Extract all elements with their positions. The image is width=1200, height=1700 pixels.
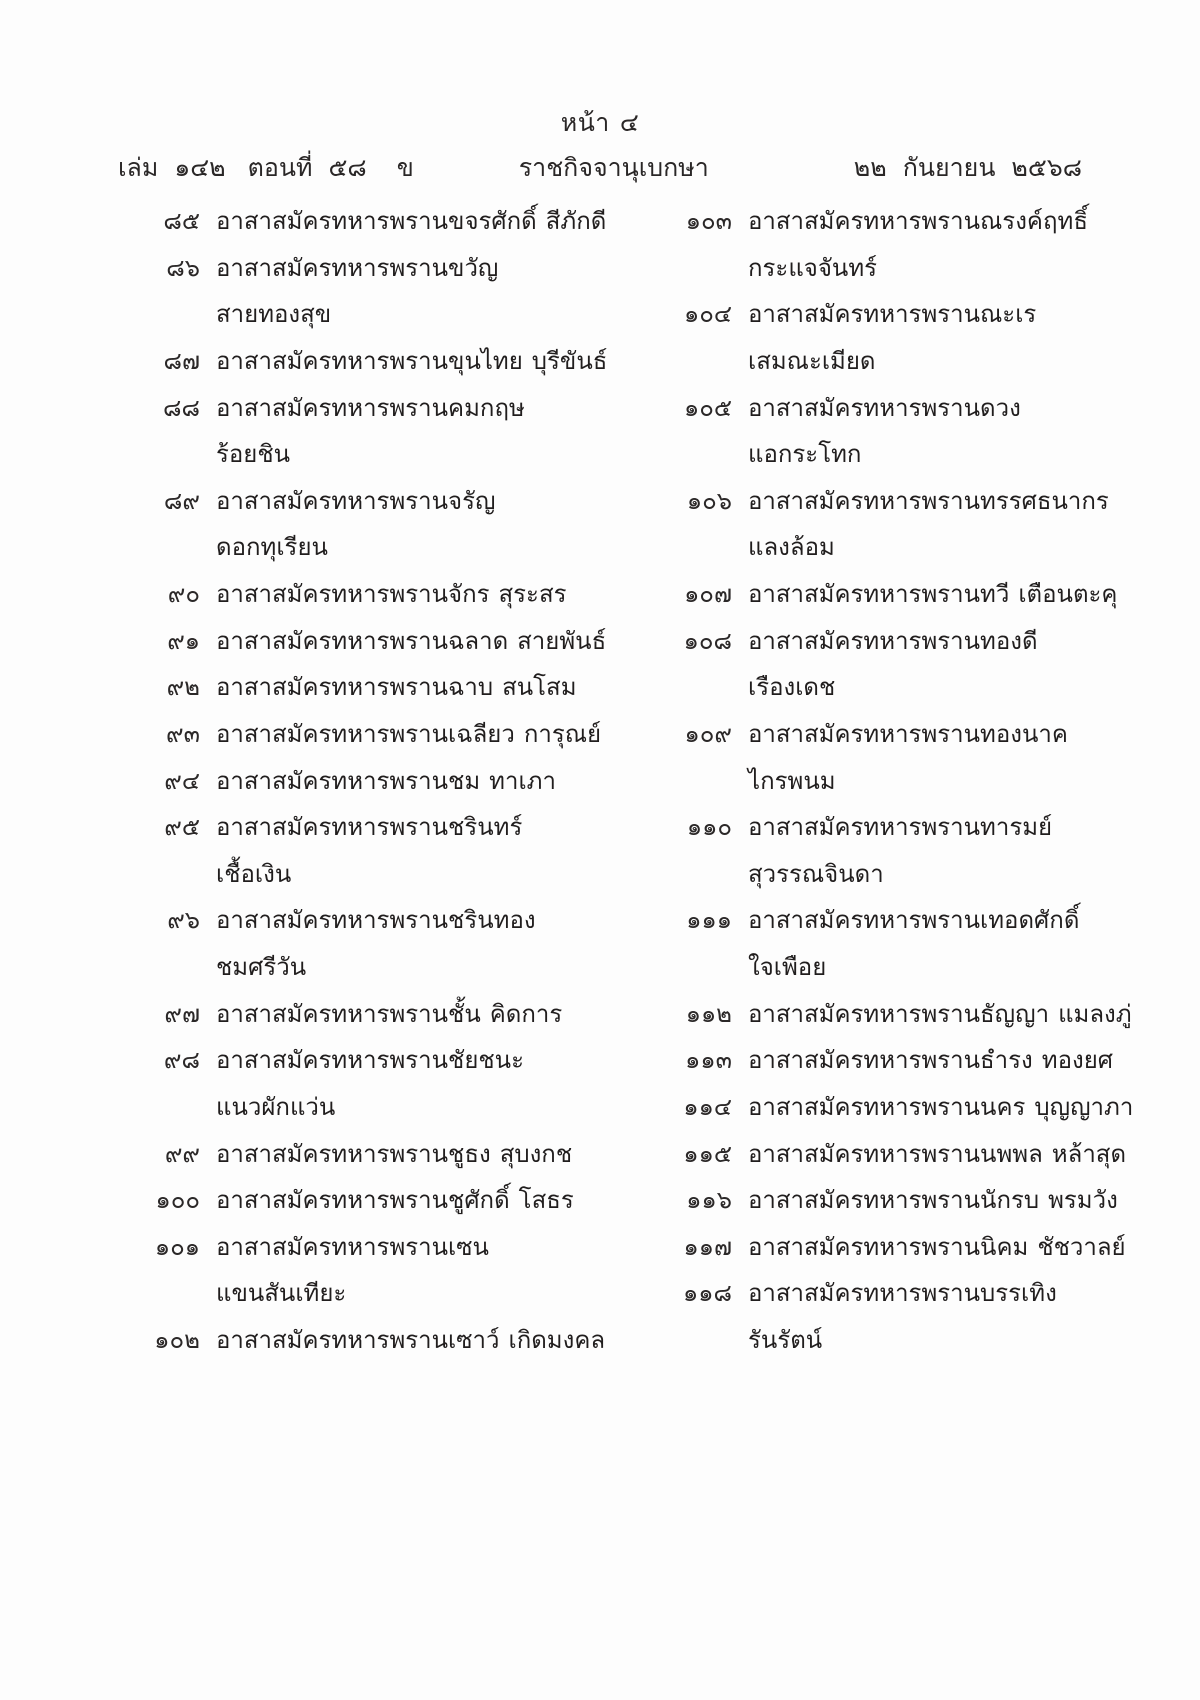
entry-number: ๑๑๕ [683, 1139, 732, 1168]
entry-name [216, 1044, 524, 1077]
entry-number: ๙๘ [163, 1046, 200, 1075]
entry-rank-and-firstname: อาสาสมัครทหารพรานเซน [216, 1232, 489, 1261]
entry-name [748, 1184, 1118, 1217]
entry-rank-and-firstname: อาสาสมัครทหารพรานฉาบ [216, 673, 494, 702]
entry-surname: สายทองสุข [216, 300, 332, 329]
continuation-indent [660, 671, 732, 704]
entry-name [216, 811, 522, 844]
entry-surname: สายพันธ์ [517, 626, 607, 655]
entry-number: ๑๑๓ [685, 1046, 732, 1075]
list-item [660, 1044, 1130, 1077]
list-item [660, 1138, 1130, 1171]
entry-name [216, 718, 601, 751]
entry-rank-and-firstname: อาสาสมัครทหารพรานชรินทอง [216, 906, 536, 935]
issue-number: ๕๘ [328, 153, 367, 182]
entry-rank-and-firstname: อาสาสมัครทหารพรานเซาว์ [216, 1326, 500, 1354]
entry-number: ๙๗ [164, 999, 200, 1028]
continuation-indent [128, 951, 200, 984]
entry-rank-and-firstname: อาสาสมัครทหารพรานณะเร [748, 300, 1037, 329]
entry-number: ๑๐๘ [683, 626, 732, 655]
entry-surname: แนวผักแว่น [216, 1092, 336, 1121]
page-number-line [0, 108, 1200, 138]
volume-number: ๑๔๒ [174, 153, 226, 182]
list-item-continuation [128, 858, 598, 891]
entry-name [748, 578, 1117, 611]
entry-surname: บุรีขันธ์ [531, 346, 608, 375]
list-item-continuation [660, 671, 1130, 704]
entry-name [216, 392, 525, 425]
volume-label: เล่ม [118, 153, 159, 182]
entry-name [216, 1184, 574, 1217]
list-item [660, 1277, 1130, 1310]
list-item [660, 205, 1130, 238]
entry-column-right [660, 205, 1134, 1371]
entry-surname: เกิดมงคล [508, 1326, 606, 1354]
entry-surname: ทองยศ [1041, 1046, 1114, 1075]
entry-surname: แมลงภู่ [1058, 999, 1132, 1028]
entry-name [216, 252, 498, 285]
entry-rank-and-firstname: อาสาสมัครทหารพรานดวง [748, 393, 1021, 422]
entry-rank-and-firstname: อาสาสมัครทหารพรานเฉลียว [216, 719, 515, 748]
list-item-continuation [660, 951, 1130, 984]
entry-surname: คิดการ [489, 999, 563, 1028]
date-year: ๒๕๖๘ [1011, 153, 1082, 182]
entry-name [216, 671, 577, 704]
list-item [128, 625, 607, 658]
list-item-continuation [128, 438, 598, 471]
entry-number: ๑๐๐ [155, 1186, 200, 1215]
list-item [660, 625, 1130, 658]
list-item [660, 485, 1130, 518]
list-item [128, 904, 598, 937]
entry-rank-and-firstname: อาสาสมัครทหารพรานจักร [216, 580, 490, 608]
list-item [128, 345, 608, 378]
entry-name [216, 625, 606, 658]
list-item [128, 811, 598, 844]
entry-name [748, 298, 1036, 331]
entry-number: ๙๕ [164, 813, 200, 842]
entry-surname: รันรัตน์ [748, 1326, 823, 1354]
entry-number: ๑๑๔ [683, 1092, 732, 1121]
entry-rank-and-firstname: อาสาสมัครทหารพรานชูศักดิ์ [216, 1186, 510, 1215]
entry-surname: ร้อยชิน [216, 440, 291, 469]
list-item [660, 904, 1130, 937]
continuation-indent [660, 1324, 732, 1357]
entry-surname: เชื้อเงิน [216, 859, 292, 888]
masthead [0, 108, 1200, 188]
list-item [128, 1324, 606, 1357]
entry-rank-and-firstname: อาสาสมัครทหารพรานนคร [748, 1092, 1026, 1121]
list-item [128, 765, 598, 798]
continuation-indent [660, 252, 732, 285]
continuation-indent [660, 438, 732, 471]
list-item [660, 578, 1130, 611]
page-label: หน้า [560, 108, 610, 137]
entry-number: ๘๕ [163, 207, 200, 235]
entry-number: ๘๗ [163, 346, 200, 375]
list-item [660, 392, 1130, 425]
continuation-indent [660, 858, 732, 891]
entry-number: ๙๓ [166, 719, 200, 748]
entry-number: ๑๑๐ [686, 813, 732, 842]
entry-number: ๑๐๙ [684, 719, 732, 748]
entry-rank-and-firstname: อาสาสมัครทหารพรานทองนาค [748, 719, 1068, 748]
entry-surname: ไกรพนม [748, 766, 836, 795]
continuation-indent [660, 345, 732, 378]
entry-surname: กระแจจันทร์ [748, 253, 878, 282]
entry-rank-and-firstname: อาสาสมัครทหารพรานฉลาด [216, 626, 509, 655]
continuation-indent [128, 858, 200, 891]
continuation-indent [128, 298, 200, 331]
entry-surname: สุระสร [498, 580, 567, 608]
entry-surname: สุวรรณจินดา [748, 859, 884, 888]
entry-surname: ชัชวาลย์ [1037, 1232, 1126, 1261]
entry-number: ๑๑๗ [683, 1232, 732, 1261]
entry-column-left [128, 205, 608, 1371]
list-item [128, 1044, 598, 1077]
issue-label: ตอนที่ [247, 153, 313, 182]
entry-rank-and-firstname: อาสาสมัครทหารพรานขจรศักดิ์ [216, 207, 537, 235]
entry-name [748, 205, 1088, 238]
entry-name [748, 392, 1021, 425]
date-month: กันยายน [902, 153, 996, 182]
continuation-indent [660, 531, 732, 564]
list-item [128, 1184, 598, 1217]
entry-rank-and-firstname: อาสาสมัครทหารพรานนพพล [748, 1139, 1043, 1168]
entry-number: ๑๑๘ [683, 1279, 732, 1308]
entry-rank-and-firstname: อาสาสมัครทหารพรานธำรง [748, 1046, 1033, 1075]
list-item-continuation [128, 1091, 598, 1124]
entry-number: ๑๐๖ [686, 486, 732, 515]
entry-surname: แอกระโทก [748, 440, 862, 469]
entry-surname: สีภักดี [545, 207, 607, 235]
list-item [660, 1184, 1130, 1217]
entry-name [748, 1044, 1113, 1077]
entry-rank-and-firstname: อาสาสมัครทหารพรานทวี [748, 580, 1010, 608]
continuation-indent [128, 1091, 200, 1124]
entry-number: ๑๐๕ [683, 393, 732, 422]
entry-surname: ทาเภา [489, 766, 556, 795]
entry-name [748, 998, 1132, 1031]
entry-number: ๑๐๗ [684, 580, 732, 608]
entry-rank-and-firstname: อาสาสมัครทหารพรานทองดี [748, 626, 1038, 655]
entry-name [748, 904, 1079, 937]
entry-rank-and-firstname: อาสาสมัครทหารพรานนิคม [748, 1232, 1029, 1261]
entry-surname: แลงล้อม [748, 533, 835, 562]
entry-number: ๙๐ [167, 580, 200, 608]
entry-rank-and-firstname: อาสาสมัครทหารพรานขุนไทย [216, 346, 523, 375]
entry-surname: ใจเพือย [748, 953, 827, 981]
masthead-volume-group [118, 148, 430, 188]
entry-surname: ดอกทุเรียน [216, 533, 328, 562]
entry-rank-and-firstname: อาสาสมัครทหารพรานชรินทร์ [216, 813, 523, 842]
entry-name [216, 578, 566, 611]
entry-number: ๑๑๒ [685, 999, 732, 1028]
list-item-continuation [660, 858, 1130, 891]
list-item-continuation [660, 1324, 1130, 1357]
entry-number: ๑๐๒ [154, 1326, 200, 1354]
entry-rank-and-firstname: อาสาสมัครทหารพรานชม [216, 766, 481, 795]
continuation-indent [128, 438, 200, 471]
entry-number: ๙๑ [167, 626, 200, 655]
list-item [128, 998, 598, 1031]
entry-name [216, 485, 495, 518]
entry-number: ๙๔ [164, 766, 200, 795]
entry-rank-and-firstname: อาสาสมัครทหารพรานชัยชนะ [216, 1046, 524, 1075]
entry-number: ๙๒ [166, 673, 200, 702]
entry-number: ๑๐๑ [154, 1232, 200, 1261]
list-item-continuation [128, 298, 598, 331]
entry-name [216, 345, 607, 378]
entry-name [748, 625, 1038, 658]
entry-rank-and-firstname: อาสาสมัครทหารพรานณรงค์ฤทธิ์ [748, 207, 1088, 235]
entry-surname: สนโสม [502, 673, 577, 702]
entry-rank-and-firstname: อาสาสมัครทหารพรานนักรบ [748, 1186, 1040, 1215]
entry-number: ๘๖ [166, 253, 200, 282]
entry-surname: โสธร [518, 1186, 574, 1215]
entry-rank-and-firstname: อาสาสมัครทหารพรานเทอดศักดิ์ [748, 906, 1080, 935]
entry-surname: แขนสันเทียะ [216, 1279, 347, 1308]
list-item-continuation [660, 345, 1130, 378]
entry-surname: ชมศรีวัน [216, 953, 307, 981]
entry-rank-and-firstname: อาสาสมัครทหารพรานทรรศธนากร [748, 486, 1109, 515]
list-item [128, 671, 598, 704]
list-item-continuation [128, 1277, 598, 1310]
list-item [128, 718, 602, 751]
list-item [660, 1231, 1130, 1264]
entry-number: ๘๙ [163, 486, 200, 515]
entry-name [748, 811, 1052, 844]
entry-name [216, 1138, 572, 1171]
continuation-indent [128, 531, 200, 564]
entry-number: ๑๑๑ [686, 906, 732, 935]
continuation-indent [660, 765, 732, 798]
entry-name [748, 1138, 1126, 1171]
entry-number: ๙๖ [167, 906, 200, 935]
entry-surname: การุณย์ [523, 719, 602, 748]
list-item-continuation [660, 252, 1130, 285]
entry-columns [0, 205, 1200, 1371]
date-day: ๒๒ [853, 153, 887, 182]
entry-number: ๙๙ [164, 1139, 200, 1168]
entry-rank-and-firstname: อาสาสมัครทหารพรานคมกฤษ [216, 393, 525, 422]
entry-surname: เรืองเดช [748, 673, 836, 702]
list-item [660, 718, 1130, 751]
entry-name [748, 1091, 1133, 1124]
gazette-title: ราชกิจจานุเบกษา [518, 153, 709, 182]
entry-number: ๑๐๓ [685, 207, 732, 235]
entry-number: ๘๘ [162, 393, 200, 422]
list-item-continuation [660, 765, 1130, 798]
page-number: ๔ [619, 108, 640, 137]
entry-rank-and-firstname: อาสาสมัครทหารพรานชูธง [216, 1139, 491, 1168]
entry-name [748, 1277, 1057, 1310]
list-item [660, 298, 1130, 331]
list-item-continuation [660, 531, 1130, 564]
list-item [128, 578, 598, 611]
entry-surname: เสมณะเมียด [748, 346, 876, 375]
entry-rank-and-firstname: อาสาสมัครทหารพรานทารมย์ [748, 813, 1053, 842]
list-item [128, 392, 598, 425]
list-item [660, 1091, 1134, 1124]
entry-name [748, 485, 1109, 518]
list-item [128, 252, 598, 285]
entry-rank-and-firstname: อาสาสมัครทหารพรานธัญญา [748, 999, 1050, 1028]
section-letter: ข [396, 153, 414, 182]
list-item [128, 485, 598, 518]
list-item [128, 205, 607, 238]
entry-name [216, 765, 556, 798]
list-item [660, 811, 1130, 844]
masthead-row [0, 138, 1200, 188]
list-item-continuation [128, 951, 598, 984]
entry-name [216, 205, 606, 238]
entry-rank-and-firstname: อาสาสมัครทหารพรานขวัญ [216, 253, 499, 282]
entry-name [748, 1231, 1126, 1264]
entry-name [216, 1231, 489, 1264]
entry-rank-and-firstname: อาสาสมัครทหารพรานจรัญ [216, 486, 496, 515]
entry-rank-and-firstname: อาสาสมัครทหารพรานชั้น [216, 999, 481, 1028]
entry-surname: เตือนตะคุ [1018, 580, 1118, 608]
list-item [128, 1231, 598, 1264]
entry-surname: พรมวัง [1048, 1186, 1118, 1215]
list-item-continuation [128, 531, 598, 564]
entry-rank-and-firstname: อาสาสมัครทหารพรานบรรเทิง [748, 1279, 1057, 1308]
entry-name [216, 1324, 605, 1357]
entry-number: ๑๑๖ [686, 1186, 732, 1215]
continuation-indent [128, 1277, 200, 1310]
entry-surname: สุบงกช [499, 1139, 573, 1168]
entry-name [216, 998, 562, 1031]
entry-number: ๑๐๔ [683, 300, 732, 329]
list-item [660, 998, 1130, 1031]
list-item [128, 1138, 598, 1171]
entry-surname: หล้าสุด [1051, 1139, 1127, 1168]
continuation-indent [660, 951, 732, 984]
list-item-continuation [660, 438, 1130, 471]
entry-surname: บุญญาภา [1034, 1092, 1134, 1121]
entry-name [216, 904, 536, 937]
masthead-date-group [838, 148, 1082, 188]
entry-name [748, 718, 1068, 751]
